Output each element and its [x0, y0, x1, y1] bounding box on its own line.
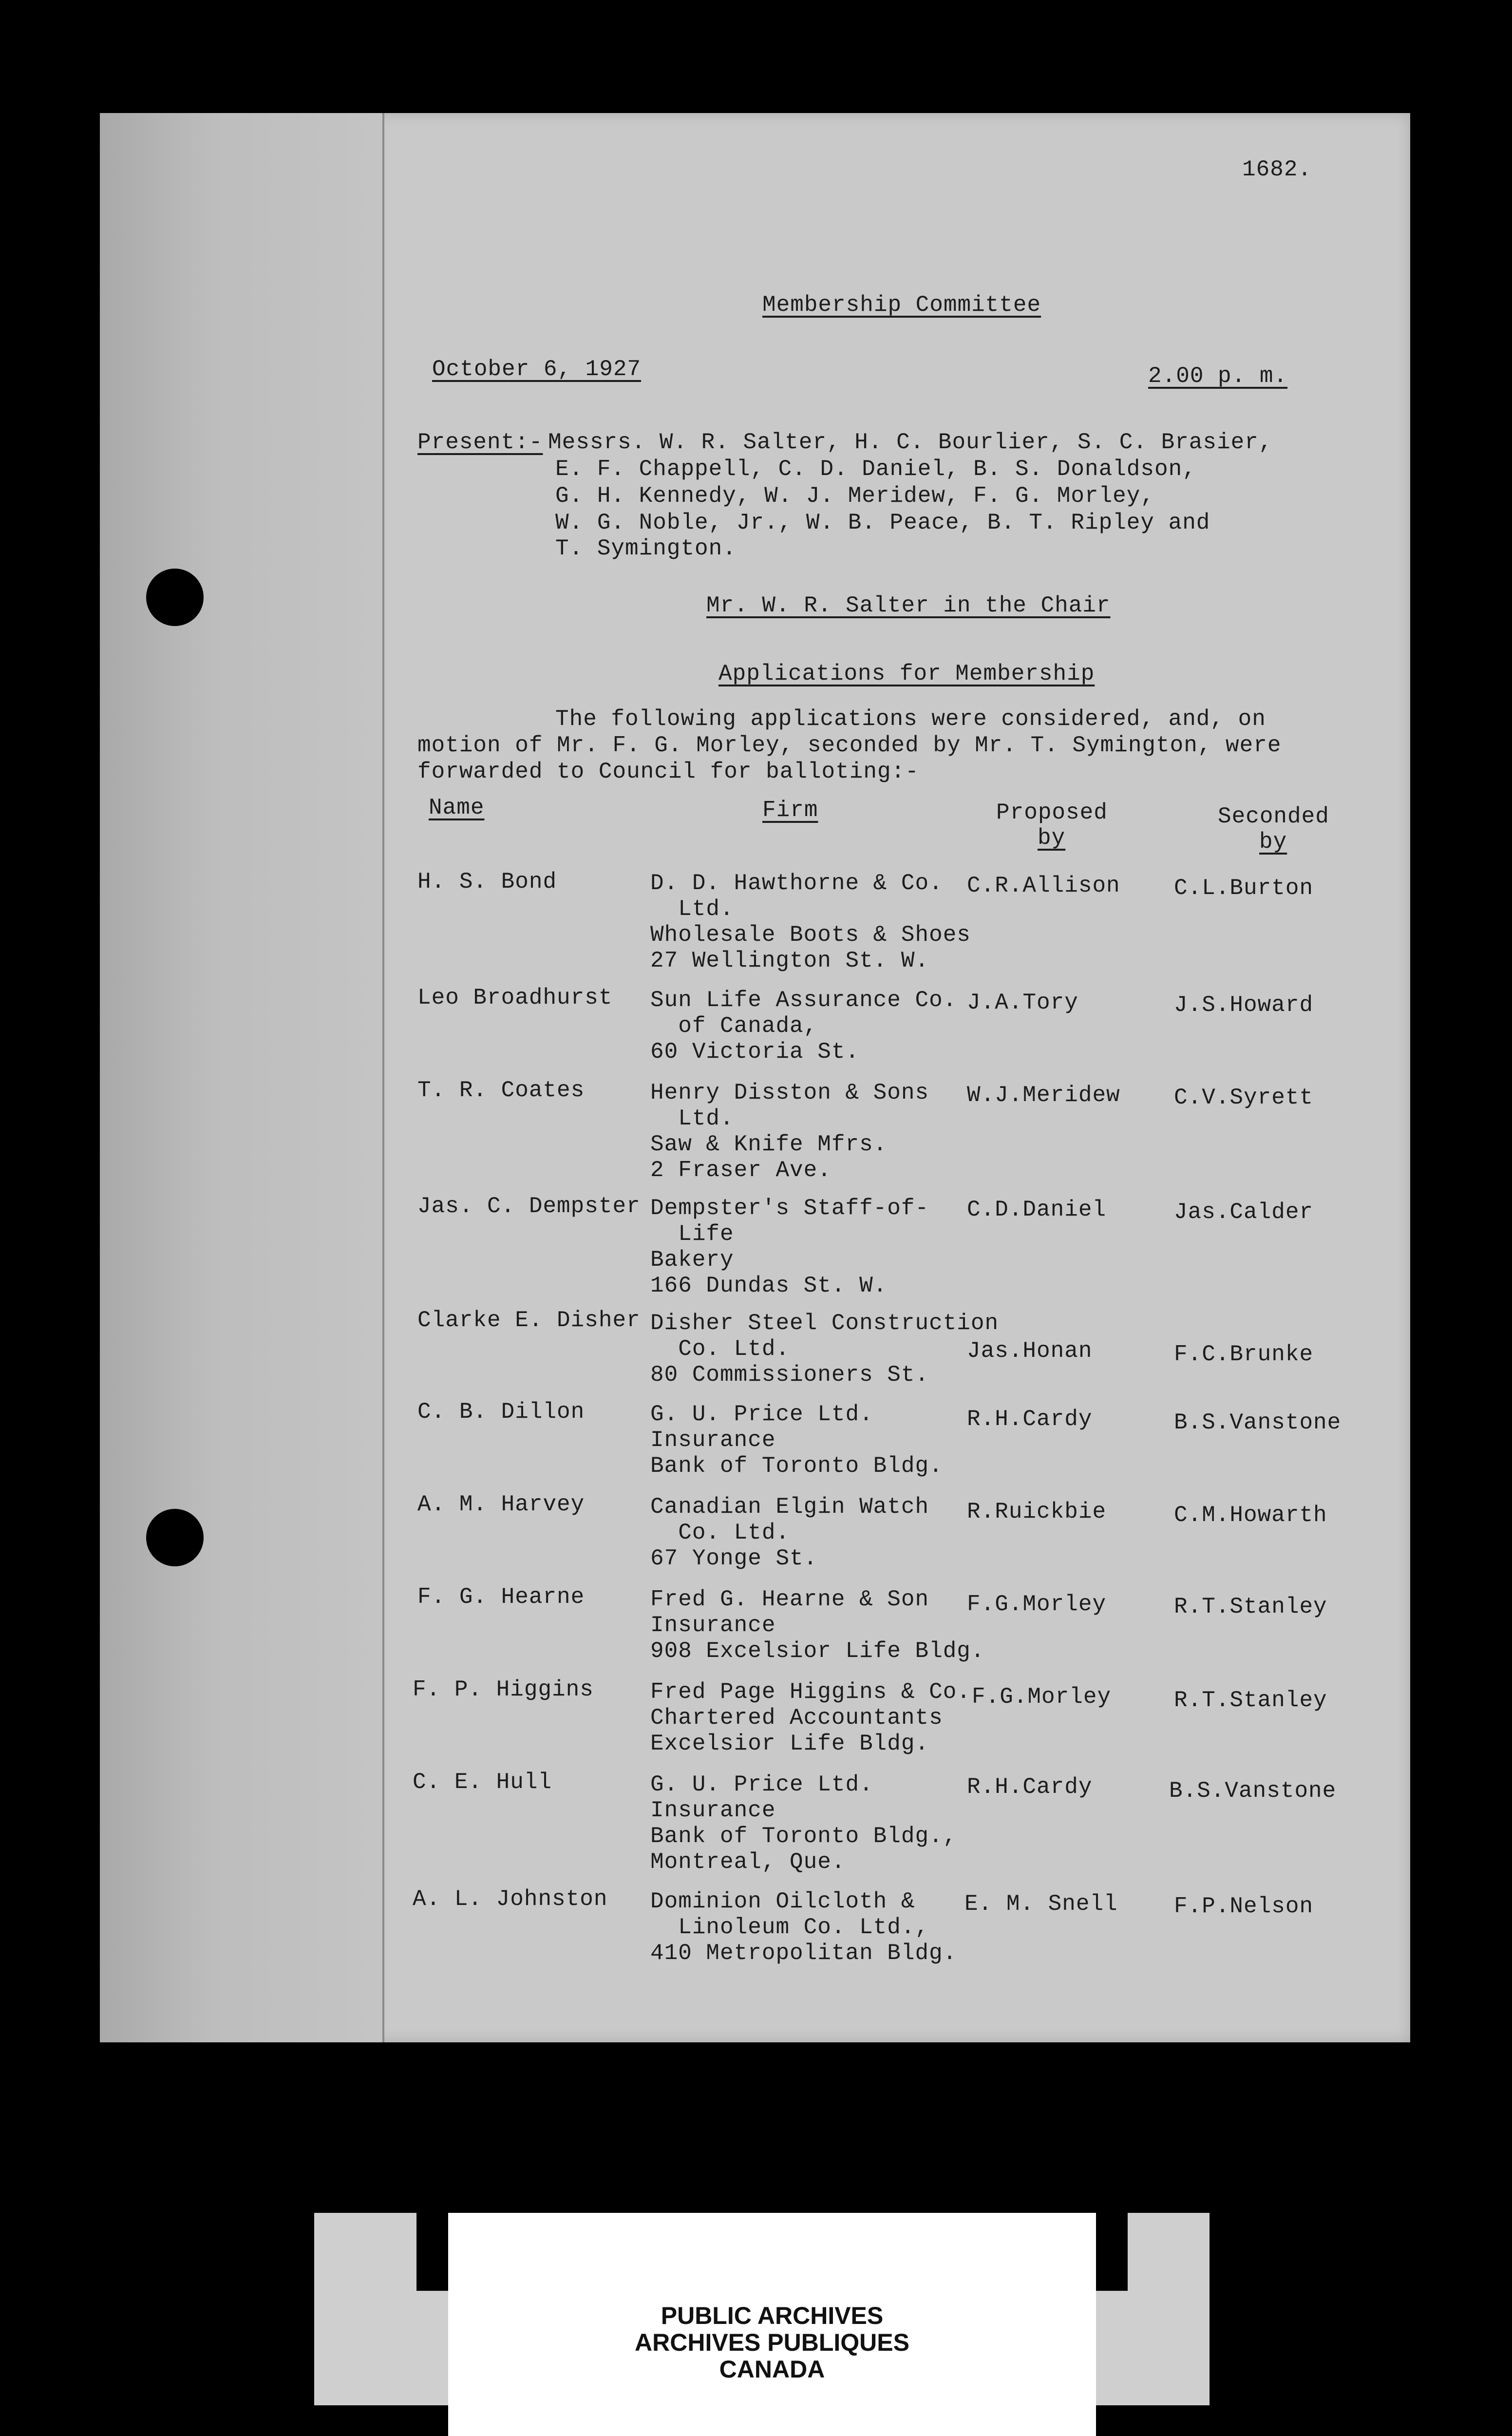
row-proposed: F.G.Morley	[972, 1684, 1112, 1710]
document-page	[100, 113, 1410, 2042]
row-firm-line: Saw & Knife Mfrs.	[650, 1132, 888, 1157]
row-proposed: W.J.Meridew	[967, 1083, 1120, 1108]
present-line: G. H. Kennedy, W. J. Meridew, F. G. Morley,	[555, 483, 1154, 509]
row-firm-line: Chartered Accountants	[650, 1705, 943, 1731]
intro-line: forwarded to Council for balloting:-	[417, 759, 919, 784]
row-proposed: C.D.Daniel	[967, 1197, 1107, 1222]
present-label: Present:-	[417, 430, 543, 455]
row-name: A. M. Harvey	[417, 1492, 585, 1517]
archive-line-3: PUBLIC ARCHIVES	[661, 2302, 884, 2329]
row-firm-line: Fred G. Hearne & Son	[650, 1587, 929, 1612]
row-proposed: R.H.Cardy	[967, 1774, 1093, 1800]
row-name: H. S. Bond	[417, 869, 557, 894]
row-name: A. L. Johnston	[413, 1886, 608, 1912]
archive-line-5: CANADA	[719, 2356, 825, 2383]
row-proposed: E. M. Snell	[964, 1891, 1118, 1917]
header-name: Name	[429, 795, 485, 820]
row-seconded: Jas.Calder	[1174, 1199, 1314, 1225]
row-firm-line: 67 Yonge St.	[650, 1546, 818, 1571]
present-line: E. F. Chappell, C. D. Daniel, B. S. Donaldson,	[555, 457, 1196, 482]
row-proposed: Jas.Honan	[967, 1338, 1093, 1364]
row-firm-line: Wholesale Boots & Shoes	[650, 922, 971, 948]
header-seconded-by: by	[1259, 829, 1287, 855]
meeting-time: 2.00 p. m.	[1148, 363, 1288, 389]
row-seconded: C.M.Howarth	[1174, 1503, 1327, 1528]
section-heading: Applications for Membership	[718, 661, 1095, 686]
row-name: F. P. Higgins	[413, 1677, 594, 1702]
row-firm-line: Ltd.	[650, 1106, 734, 1131]
row-proposed: F.G.Morley	[967, 1592, 1107, 1617]
intro-line: The following applications were considered, and, on	[555, 706, 1266, 732]
row-firm-line: G. U. Price Ltd.	[650, 1772, 873, 1797]
row-firm-line: 2 Fraser Ave.	[650, 1158, 832, 1183]
present-line: T. Symington.	[555, 536, 737, 561]
row-firm-line: Fred Page Higgins & Co.	[650, 1679, 971, 1705]
row-seconded: R.T.Stanley	[1174, 1688, 1327, 1713]
row-name: F. G. Hearne	[417, 1584, 585, 1610]
row-firm-line: Excelsior Life Bldg.	[650, 1731, 929, 1756]
present-line: Messrs. W. R. Salter, H. C. Bourlier, S. C. Brasier,	[548, 430, 1273, 455]
row-firm-line: 27 Wellington St. W.	[650, 948, 929, 973]
row-seconded: J.S.Howard	[1174, 992, 1314, 1018]
row-firm-line: Disher Steel Construction	[650, 1311, 999, 1336]
row-name: C. E. Hull	[413, 1770, 552, 1795]
meeting-date: October 6, 1927	[432, 357, 642, 382]
archive-line-2: General Minute Book, 11 January 1926-22 December 1930	[485, 2242, 1046, 2266]
row-firm-line: Co. Ltd.	[650, 1336, 790, 1362]
row-firm-line: of Canada,	[650, 1013, 818, 1039]
page-number: 1682.	[1242, 157, 1312, 182]
row-seconded: R.T.Stanley	[1174, 1594, 1327, 1619]
row-seconded: B.S.Vanstone	[1169, 1778, 1337, 1804]
row-name: T. R. Coates	[417, 1078, 585, 1103]
row-proposed: R.Ruickbie	[967, 1499, 1107, 1524]
row-firm-line: Dominion Oilcloth &	[650, 1889, 915, 1914]
row-firm-line: 166 Dundas St. W.	[650, 1273, 888, 1298]
row-name: Jas. C. Dempster	[417, 1194, 641, 1219]
row-firm-line: 60 Victoria St.	[650, 1039, 860, 1065]
row-name: C. B. Dillon	[417, 1399, 585, 1425]
row-firm-line: Life	[650, 1221, 734, 1247]
row-firm-line: Insurance	[650, 1427, 776, 1453]
row-firm-line: 410 Metropolitan Bldg.	[650, 1941, 957, 1966]
punch-hole-bottom	[146, 1509, 204, 1566]
row-proposed: R.H.Cardy	[967, 1407, 1093, 1432]
row-seconded: F.C.Brunke	[1174, 1342, 1314, 1367]
row-firm-line: G. U. Price Ltd.	[650, 1402, 873, 1427]
archive-line-4: ARCHIVES PUBLIQUES	[635, 2329, 909, 2356]
header-proposed: Proposed	[996, 800, 1108, 825]
row-firm-line: 908 Excelsior Life Bldg.	[650, 1638, 985, 1664]
row-firm-line: Co. Ltd.	[650, 1520, 790, 1545]
margin-line	[382, 113, 384, 2042]
document-title: Membership Committee	[762, 292, 1041, 318]
row-seconded: F.P.Nelson	[1174, 1894, 1314, 1919]
row-seconded: B.S.Vanstone	[1174, 1410, 1342, 1435]
row-name: Clarke E. Disher	[417, 1308, 641, 1333]
row-firm-line: Montreal, Que.	[650, 1849, 846, 1875]
binding-margin	[100, 113, 382, 2042]
chair-line: Mr. W. R. Salter in the Chair	[706, 593, 1111, 618]
row-firm-line: Canadian Elgin Watch	[650, 1494, 929, 1520]
row-firm-line: Sun Life Assurance Co.	[650, 988, 957, 1013]
row-name: Leo Broadhurst	[417, 985, 613, 1010]
header-seconded: Seconded	[1218, 804, 1329, 829]
row-firm-line: Insurance	[650, 1613, 776, 1638]
row-firm-line: Ltd.	[650, 896, 734, 922]
header-proposed-by: by	[1038, 825, 1066, 851]
row-seconded: C.L.Burton	[1174, 875, 1314, 901]
row-firm-line: Bank of Toronto Bldg.,	[650, 1824, 957, 1849]
row-firm-line: Bakery	[650, 1247, 734, 1273]
intro-line: motion of Mr. F. G. Morley, seconded by Mr. T. Symington, were	[417, 733, 1282, 758]
archive-label-card	[314, 2213, 1210, 2405]
row-firm-line: Bank of Toronto Bldg.	[650, 1453, 943, 1479]
row-firm-line: 80 Commissioners St.	[650, 1362, 929, 1388]
row-firm-line: Dempster's Staff-of-	[650, 1196, 929, 1221]
row-proposed: J.A.Tory	[967, 990, 1078, 1015]
row-proposed: C.R.Allison	[967, 873, 1120, 898]
archive-line-1: TORONTO BOARD OF TRADE, M.G. 28, III, 56, vol. 145	[463, 2218, 1006, 2242]
row-firm-line: Henry Disston & Sons	[650, 1080, 929, 1105]
row-firm-line: D. D. Hawthorne & Co.	[650, 871, 943, 896]
row-seconded: C.V.Syrett	[1174, 1085, 1314, 1110]
row-firm-line: Insurance	[650, 1798, 776, 1823]
row-firm-line: Linoleum Co. Ltd.,	[650, 1915, 929, 1940]
punch-hole-top	[146, 569, 204, 626]
present-line: W. G. Noble, Jr., W. B. Peace, B. T. Ripley and	[555, 510, 1210, 535]
header-firm: Firm	[762, 798, 818, 823]
